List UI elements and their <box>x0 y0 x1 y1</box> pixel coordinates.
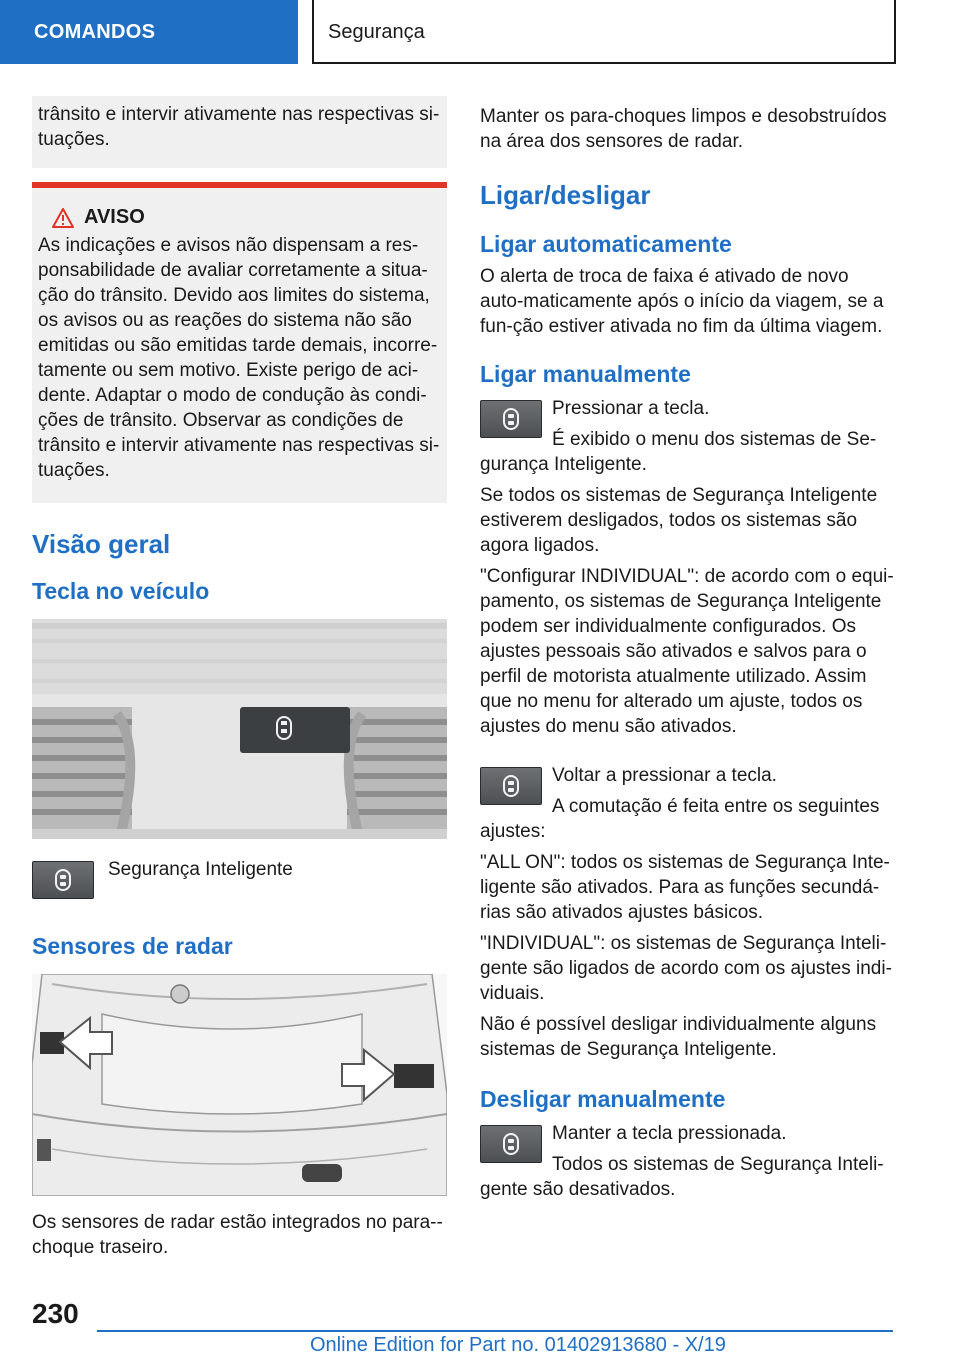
heading-overview: Visão geral <box>32 529 171 559</box>
individual-text: "INDIVIDUAL": os sistemas de Segurança Inteli-gente são ligados de acordo com os ajustes indi-viduais. <box>480 933 892 1004</box>
footer-divider <box>97 1330 893 1332</box>
heading-manual: Ligar manualmente <box>480 361 691 387</box>
heading-radar: Sensores de radar <box>32 933 233 959</box>
intro-text: Manter os para-choques limpos e desobstruídos na área dos sensores de radar. <box>480 106 887 152</box>
hold-key-block <box>480 1121 895 1202</box>
page-number: 230 <box>32 1298 79 1329</box>
hold-key-text: Manter a tecla pressionada. <box>552 1123 787 1144</box>
warning-title-text: AVISO <box>84 206 145 228</box>
intelligent-safety-icon <box>503 408 519 430</box>
section-title: Segurança <box>312 0 896 64</box>
key-label: Segurança Inteligente <box>108 859 293 880</box>
individual-config-text: "Configurar INDIVIDUAL": de acordo com o equi-pamento, os sistemas de Segurança Inteligente podem ser individualmente configurados. Os ajustes pessoais são ativados e salvos para o perfil de motorista atualmente utilizado. Assim que no menu for alterado um ajuste, todos os ajustes do menu são ativados. <box>480 566 894 737</box>
radar-text: Os sensores de radar estão integrados no para--choque traseiro. <box>32 1212 443 1258</box>
warning-triangle-icon <box>52 208 74 228</box>
key-button-image <box>480 400 542 438</box>
heading-key: Tecla no veículo <box>32 578 210 604</box>
heading-onoff: Ligar/desligar <box>480 180 651 210</box>
switch-text: A comutação é feita entre os seguintes ajustes: <box>480 796 880 842</box>
intelligent-safety-icon <box>503 775 519 797</box>
warning-box <box>32 188 447 503</box>
intelligent-safety-icon <box>503 1133 519 1155</box>
heading-off: Desligar manualmente <box>480 1086 726 1112</box>
press-again-block <box>480 763 895 844</box>
not-possible-text: Não é possível desligar individualmente alguns sistemas de Segurança Inteligente. <box>480 1014 877 1060</box>
press-key-text: Pressionar a tecla. <box>552 398 710 419</box>
key-legend-row <box>32 857 447 899</box>
right-column <box>480 96 895 1202</box>
chapter-tab: COMANDOS <box>0 0 298 64</box>
radar-sensors-image <box>32 974 447 1196</box>
key-button-image <box>480 767 542 805</box>
box-text: trânsito e intervir ativamente nas respectivas si-tuações. <box>38 104 440 150</box>
key-button-image <box>480 1125 542 1163</box>
left-column <box>32 96 447 1260</box>
all-deactivated-text: Todos os sistemas de Segurança Inteli-gente são desativados. <box>480 1154 884 1200</box>
warning-body: As indicações e avisos não dispensam a res-ponsabilidade de avaliar corretamente a situa-ção do trânsito. Devido aos limites do sistema, os avisos ou as reações do sistema não são emitidas ou são emitidas tarde demais, incorre-tamente ou sem motivo. Existe perigo de aci-dente. Adaptar o modo de condução às condi-ções de trânsito. Observar as condições de trânsito e intervir ativamente nas respectivas si-tuações. <box>38 235 440 481</box>
press-again-text: Voltar a pressionar a tecla. <box>552 765 777 786</box>
heading-auto: Ligar automaticamente <box>480 231 732 257</box>
press-key-block <box>480 396 895 477</box>
auto-text: O alerta de troca de faixa é ativado de novo auto-maticamente após o início da viagem, se a fun-ção estiver ativada no fim da última viagem. <box>480 266 884 337</box>
all-on-text: "ALL ON": todos os sistemas de Segurança Inte-ligente são ativados. Para as funções secundá-rias são ativados ajustes básicos. <box>480 852 890 923</box>
all-off-text: Se todos os sistemas de Segurança Inteligente estiverem desligados, todos os sistemas são agora ligados. <box>480 485 878 556</box>
intelligent-safety-icon <box>55 869 71 891</box>
key-button-image <box>32 861 94 899</box>
footer-edition: Online Edition for Part no. 01402913680 - X/19 <box>310 1334 726 1356</box>
continued-warning-box <box>32 96 447 168</box>
dashboard-key-image <box>32 619 447 839</box>
warning-title <box>52 206 441 229</box>
menu-shown-text: É exibido o menu dos sistemas de Se-gurança Inteligente. <box>480 429 877 475</box>
